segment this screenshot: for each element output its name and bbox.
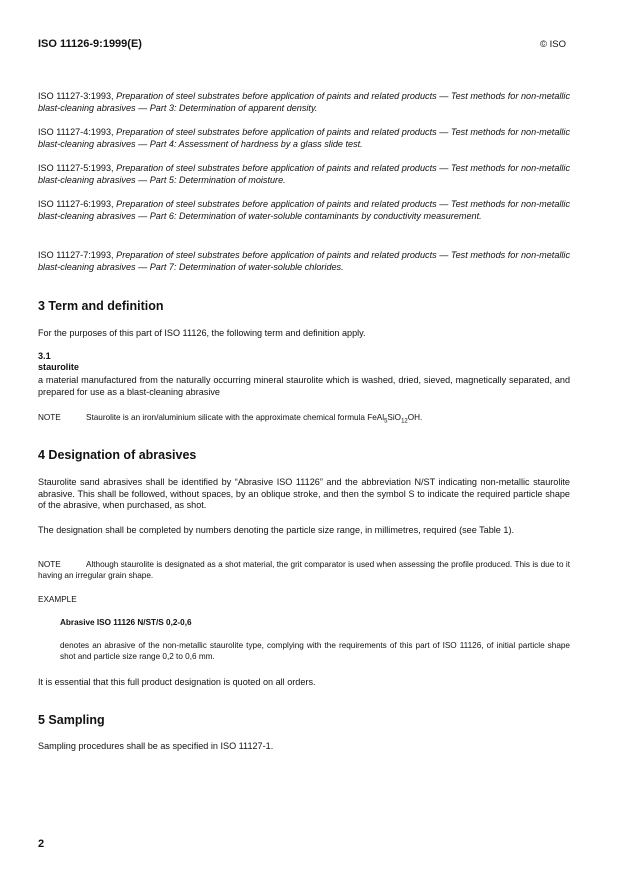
section-3-intro: For the purposes of this part of ISO 11126, the following term and definition apply. (38, 328, 366, 338)
section-5-text: Sampling procedures shall be as specified in ISO 11127-1. (38, 741, 274, 751)
note-label: NOTE (38, 413, 61, 422)
example-text: denotes an abrasive of the non-metallic staurolite type, complying with the requirements of this part of ISO 11126, of initial particle shape shot and particle size range 0,2 to 0,6 mm. (60, 641, 570, 661)
example-label: EXAMPLE (38, 595, 77, 604)
reference-code: ISO 11127-7:1993, (38, 250, 114, 260)
reference-item (38, 250, 570, 273)
reference-item (38, 199, 570, 222)
reference-item (38, 127, 570, 150)
formula-subscript: 5 (384, 418, 388, 425)
reference-code: ISO 11127-3:1993, (38, 91, 114, 101)
reference-code: ISO 11127-5:1993, (38, 163, 114, 173)
example-designation: Abrasive ISO 11126 N/ST/S 0,2-0,6 (60, 618, 192, 627)
section-4-closing: It is essential that this full product designation is quoted on all orders. (38, 677, 316, 687)
page-number: 2 (38, 838, 45, 850)
section-4-heading: 4 Designation of abrasives (38, 448, 197, 462)
formula-part: OH. (407, 413, 423, 422)
note-label: NOTE (38, 560, 61, 569)
section-4-note (38, 560, 570, 581)
term-definition: a material manufactured from the naturally occurring mineral staurolite which is washed, dried, sieved, magnetically separated, and prepared for use as a blast-cleaning abrasive (38, 375, 570, 397)
reference-code: ISO 11127-4:1993, (38, 127, 114, 137)
formula-subscript: 12 (401, 418, 408, 425)
term-number: 3.1 (38, 351, 51, 361)
reference-title: Preparation of steel substrates before application of paints and related products — Test methods for non-metallic blast-cleaning abrasives — Part 3: Determination of apparent density. (38, 91, 571, 113)
note-text: Staurolite is an iron/aluminium silicate with the approximate chemical formula FeAl (86, 413, 385, 422)
term-name: staurolite (38, 362, 79, 372)
reference-title: Preparation of steel substrates before application of paints and related products — Test methods for non-metallic blast-cleaning abrasives — Part 5: Determination of moisture. (38, 163, 571, 185)
reference-item (38, 163, 570, 186)
section-4-paragraph: Staurolite sand abrasives shall be identified by “Abrasive ISO 11126” and the abbreviation N/ST indicating non-metallic staurolite abrasive. This shall be followed, without spaces, by an oblique stroke, and then the symbol S to indicate the required particle shape of the abrasive, when purchased, as shot. (38, 477, 570, 511)
reference-title: Preparation of steel substrates before application of paints and related products — Test methods for non-metallic blast-cleaning abrasives — Part 7: Determination of water-soluble chlorides. (38, 250, 571, 272)
section-3-heading: 3 Term and definition (38, 299, 164, 313)
copyright-notice: © ISO (540, 39, 567, 50)
reference-item (38, 91, 570, 114)
reference-title: Preparation of steel substrates before application of paints and related products — Test methods for non-metallic blast-cleaning abrasives — Part 6: Determination of water-soluble contaminants by conductivity measurement. (38, 199, 571, 221)
note-text: Although staurolite is designated as a shot material, the grit comparator is used when assessing the profile produced. This is due to it having an irregular grain shape. (38, 560, 570, 580)
reference-code: ISO 11127-6:1993, (38, 199, 114, 209)
section-4-paragraph: The designation shall be completed by numbers denoting the particle size range, in millimetres, required (see Table 1). (38, 525, 514, 535)
section-5-heading: 5 Sampling (38, 713, 105, 727)
formula-part: SiO (387, 413, 402, 422)
term-note (38, 413, 570, 427)
document-id: ISO 11126-9:1999(E) (38, 38, 142, 50)
reference-title: Preparation of steel substrates before application of paints and related products — Test methods for non-metallic blast-cleaning abrasives — Part 4: Assessment of hardness by a glass slide test. (38, 127, 571, 149)
